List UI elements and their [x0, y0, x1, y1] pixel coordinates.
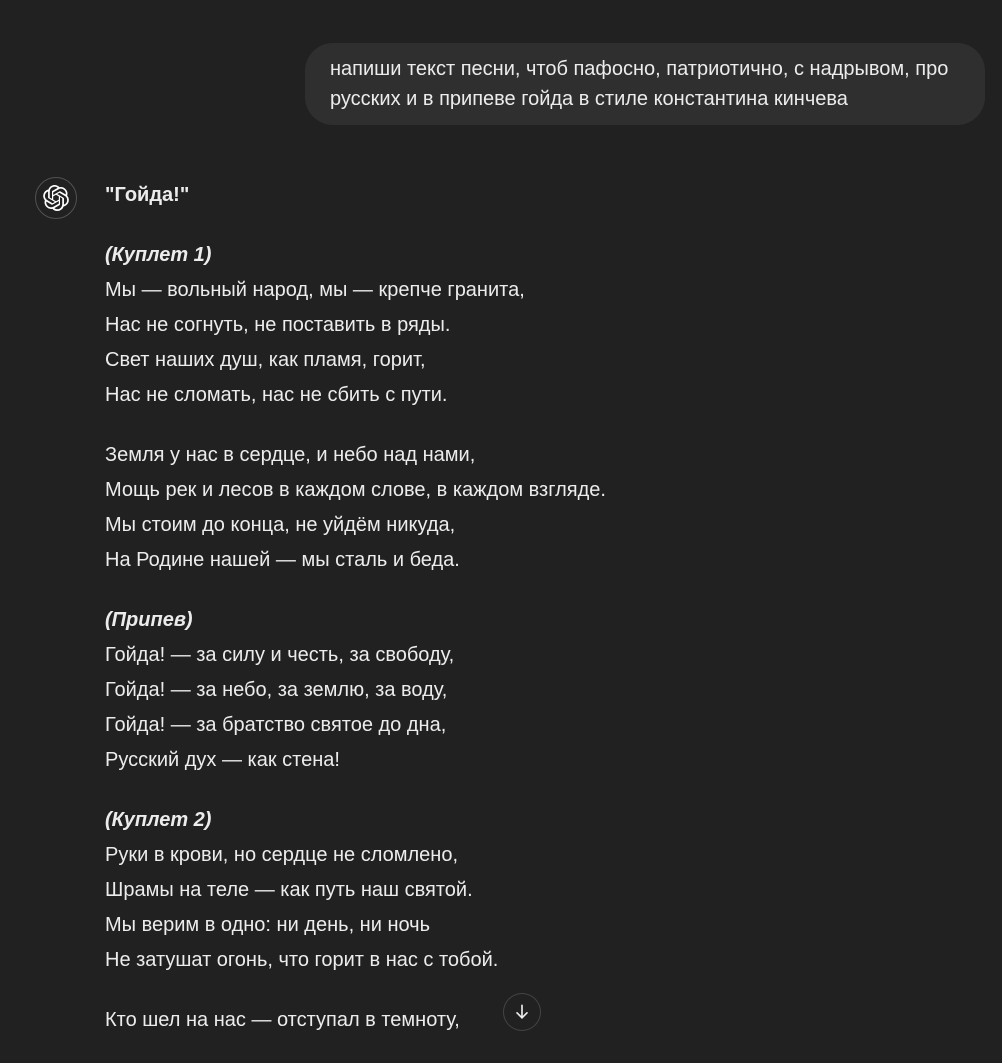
- lyric-line: Гойда! — за силу и честь, за свободу,: [105, 644, 455, 666]
- lyric-line: Нас не согнуть, не поставить в ряды.: [105, 314, 451, 336]
- user-message-bubble: [305, 43, 985, 125]
- lyric-line: На Родине нашей — мы сталь и беда.: [105, 549, 460, 571]
- lyric-line: Земля у нас в сердце, и небо над нами,: [105, 444, 476, 466]
- arrow-down-icon: [512, 1002, 532, 1022]
- lyric-line: Нас не сломать, нас не сбить с пути.: [105, 384, 448, 406]
- scroll-to-bottom-button[interactable]: [503, 993, 541, 1031]
- stanza: [105, 803, 945, 978]
- stanza: [105, 438, 945, 578]
- lyric-line: Руки в крови, но сердце не сломлено,: [105, 844, 459, 866]
- lyric-line: Шрамы на теле — как путь наш святой.: [105, 879, 473, 901]
- assistant-message: [105, 178, 945, 1063]
- assistant-avatar: [35, 177, 77, 219]
- lyric-line: Гойда! — за небо, за землю, за воду,: [105, 679, 448, 701]
- stanza: [105, 238, 945, 413]
- lyric-line: Русский дух — как стена!: [105, 749, 340, 771]
- lyric-line: Гойда! — за братство святое до дна,: [105, 714, 447, 736]
- user-message-text: напиши текст песни, чтоб пафосно, патриотично, с надрывом, про русских и в припеве гойда в стиле константина кинчева: [330, 58, 949, 110]
- assistant-stanzas: [105, 238, 945, 1038]
- stanza: [105, 603, 945, 778]
- openai-logo-icon: [43, 185, 69, 211]
- lyric-line: Свет наших душ, как пламя, горит,: [105, 349, 426, 371]
- lyric-line: Мощь рек и лесов в каждом слове, в каждом взгляде.: [105, 479, 606, 501]
- stanza-header: (Куплет 2): [105, 809, 212, 831]
- lyric-line: Не затушат огонь, что горит в нас с тобой.: [105, 949, 499, 971]
- lyric-line: Мы — вольный народ, мы — крепче гранита,: [105, 279, 525, 301]
- stanza-header: (Куплет 1): [105, 244, 212, 266]
- lyric-line: Мы стоим до конца, не уйдём никуда,: [105, 514, 456, 536]
- stanza-header: (Припев): [105, 609, 193, 631]
- lyric-line: Мы верим в одно: ни день, ни ночь: [105, 914, 431, 936]
- lyric-line: Кто шел на нас — отступал в темноту,: [105, 1009, 460, 1031]
- song-title: "Гойда!": [105, 184, 190, 206]
